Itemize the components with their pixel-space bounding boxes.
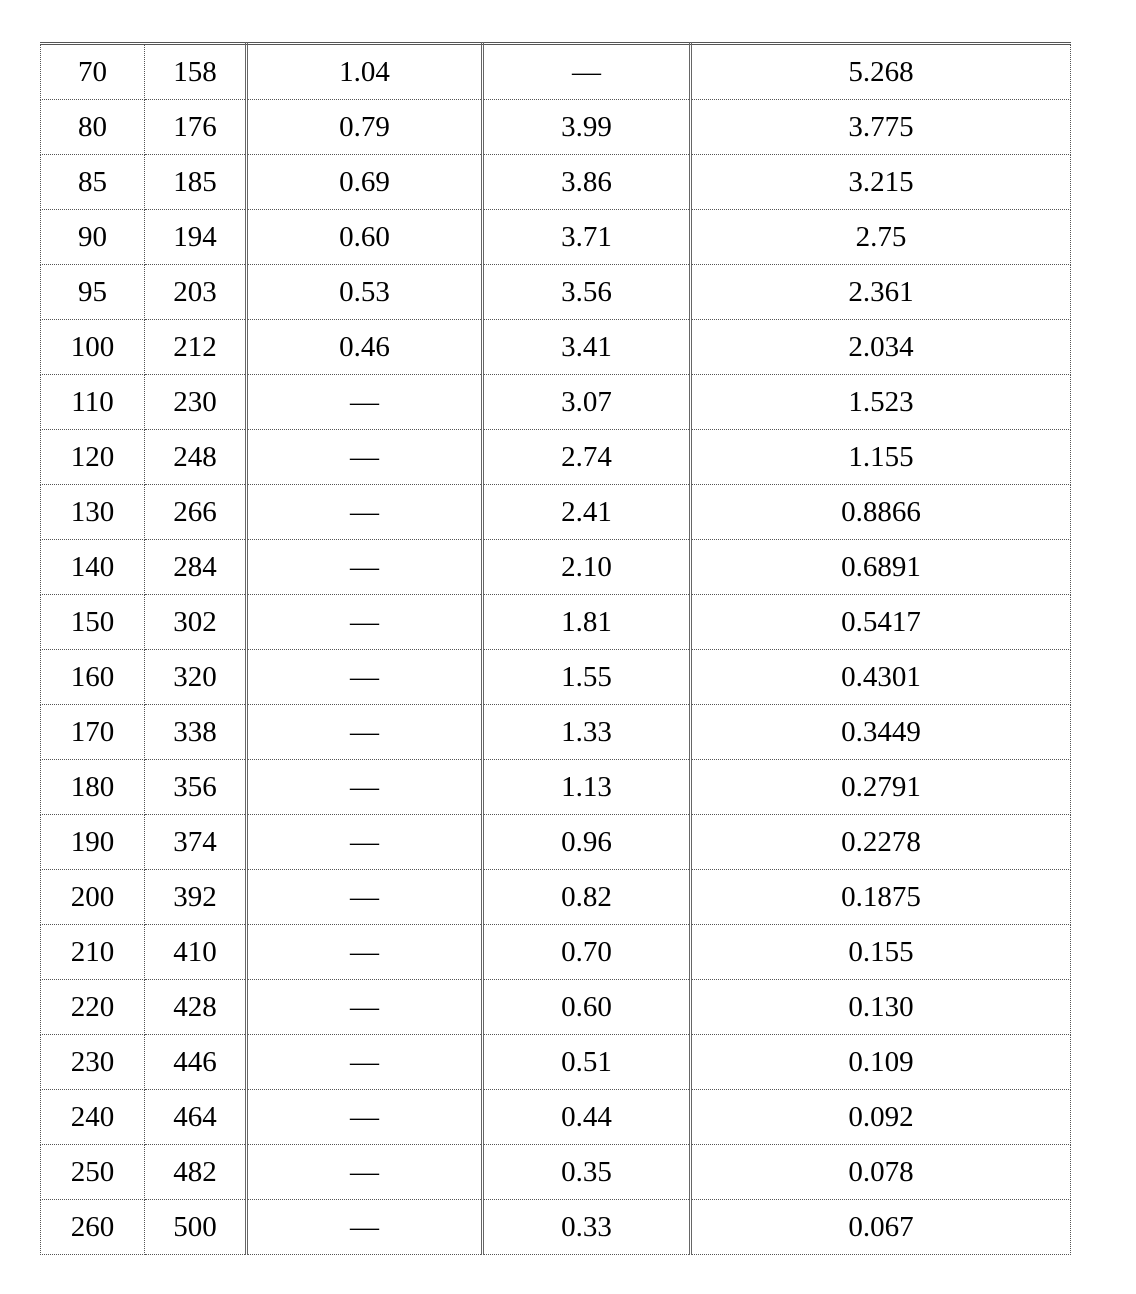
table-cell-col-1: 230 [41, 1035, 145, 1090]
table-row [41, 1090, 1071, 1145]
table-row [41, 980, 1071, 1035]
table-cell-col-2: 176 [145, 100, 247, 155]
table-cell-col-2: 410 [145, 925, 247, 980]
table-cell-col-1: 130 [41, 485, 145, 540]
table-cell-col-4: 0.33 [483, 1200, 691, 1255]
table-cell-col-5: 2.034 [691, 320, 1071, 375]
table-cell-col-2: 338 [145, 705, 247, 760]
table-cell-col-3: — [247, 595, 483, 650]
table-row [41, 1035, 1071, 1090]
table-cell-col-3: — [247, 1145, 483, 1200]
table-row [41, 650, 1071, 705]
table-cell-col-1: 110 [41, 375, 145, 430]
table-row [41, 44, 1071, 100]
table-cell-col-4: 3.99 [483, 100, 691, 155]
table-cell-col-5: 3.775 [691, 100, 1071, 155]
table-cell-col-5: 0.1875 [691, 870, 1071, 925]
table-cell-col-2: 392 [145, 870, 247, 925]
table-cell-col-3: 0.53 [247, 265, 483, 320]
table-cell-col-2: 284 [145, 540, 247, 595]
table-cell-col-1: 260 [41, 1200, 145, 1255]
table-row [41, 100, 1071, 155]
table-cell-col-5: 2.75 [691, 210, 1071, 265]
table-cell-col-5: 0.2791 [691, 760, 1071, 815]
table-cell-col-5: 1.523 [691, 375, 1071, 430]
table-cell-col-5: 0.078 [691, 1145, 1071, 1200]
table-cell-col-4: 1.33 [483, 705, 691, 760]
table-cell-col-1: 70 [41, 44, 145, 100]
table-cell-col-1: 80 [41, 100, 145, 155]
table-cell-col-5: 0.3449 [691, 705, 1071, 760]
table-row [41, 320, 1071, 375]
table-cell-col-3: — [247, 980, 483, 1035]
table-cell-col-4: 1.13 [483, 760, 691, 815]
table-cell-col-2: 158 [145, 44, 247, 100]
table-row [41, 815, 1071, 870]
table-cell-col-1: 220 [41, 980, 145, 1035]
table-cell-col-5: 0.067 [691, 1200, 1071, 1255]
table-cell-col-1: 250 [41, 1145, 145, 1200]
table-cell-col-5: 0.8866 [691, 485, 1071, 540]
table-row [41, 760, 1071, 815]
table-cell-col-1: 160 [41, 650, 145, 705]
table-cell-col-3: — [247, 925, 483, 980]
table-cell-col-4: 0.96 [483, 815, 691, 870]
table-cell-col-4: 3.86 [483, 155, 691, 210]
table-cell-col-2: 248 [145, 430, 247, 485]
table-row [41, 265, 1071, 320]
table-cell-col-3: — [247, 870, 483, 925]
table-cell-col-4: — [483, 44, 691, 100]
table-cell-col-4: 3.71 [483, 210, 691, 265]
table-cell-col-1: 150 [41, 595, 145, 650]
table-row [41, 430, 1071, 485]
table-cell-col-1: 180 [41, 760, 145, 815]
data-table-container [40, 42, 1070, 1255]
table-cell-col-3: 1.04 [247, 44, 483, 100]
table-cell-col-4: 1.81 [483, 595, 691, 650]
table-cell-col-4: 2.41 [483, 485, 691, 540]
table-cell-col-3: — [247, 375, 483, 430]
table-cell-col-4: 3.41 [483, 320, 691, 375]
table-cell-col-4: 0.44 [483, 1090, 691, 1145]
table-cell-col-1: 95 [41, 265, 145, 320]
table-cell-col-3: — [247, 815, 483, 870]
table-cell-col-2: 212 [145, 320, 247, 375]
table-row [41, 540, 1071, 595]
table-cell-col-3: — [247, 485, 483, 540]
table-row [41, 870, 1071, 925]
table-cell-col-1: 140 [41, 540, 145, 595]
table-cell-col-3: — [247, 1090, 483, 1145]
table-row [41, 705, 1071, 760]
table-cell-col-3: — [247, 705, 483, 760]
table-body [41, 44, 1071, 1255]
table-cell-col-5: 5.268 [691, 44, 1071, 100]
table-cell-col-5: 0.4301 [691, 650, 1071, 705]
table-cell-col-2: 230 [145, 375, 247, 430]
table-cell-col-5: 0.2278 [691, 815, 1071, 870]
table-row [41, 1145, 1071, 1200]
table-cell-col-5: 1.155 [691, 430, 1071, 485]
table-cell-col-1: 90 [41, 210, 145, 265]
table-cell-col-4: 2.10 [483, 540, 691, 595]
table-cell-col-5: 2.361 [691, 265, 1071, 320]
table-cell-col-2: 464 [145, 1090, 247, 1145]
table-cell-col-2: 446 [145, 1035, 247, 1090]
table-cell-col-5: 3.215 [691, 155, 1071, 210]
table-cell-col-3: — [247, 650, 483, 705]
table-row [41, 1200, 1071, 1255]
table-row [41, 925, 1071, 980]
table-cell-col-2: 374 [145, 815, 247, 870]
table-cell-col-5: 0.5417 [691, 595, 1071, 650]
table-cell-col-1: 240 [41, 1090, 145, 1145]
table-cell-col-3: 0.46 [247, 320, 483, 375]
table-cell-col-3: — [247, 430, 483, 485]
table-cell-col-4: 0.51 [483, 1035, 691, 1090]
table-cell-col-3: — [247, 1035, 483, 1090]
table-cell-col-4: 0.82 [483, 870, 691, 925]
table-row [41, 210, 1071, 265]
table-cell-col-5: 0.155 [691, 925, 1071, 980]
table-cell-col-2: 185 [145, 155, 247, 210]
table-cell-col-1: 190 [41, 815, 145, 870]
table-cell-col-3: 0.60 [247, 210, 483, 265]
table-cell-col-2: 356 [145, 760, 247, 815]
table-cell-col-2: 194 [145, 210, 247, 265]
table-cell-col-1: 100 [41, 320, 145, 375]
table-cell-col-4: 1.55 [483, 650, 691, 705]
table-row [41, 155, 1071, 210]
table-cell-col-3: 0.79 [247, 100, 483, 155]
table-cell-col-3: — [247, 1200, 483, 1255]
table-cell-col-4: 2.74 [483, 430, 691, 485]
table-cell-col-2: 302 [145, 595, 247, 650]
table-cell-col-5: 0.092 [691, 1090, 1071, 1145]
table-cell-col-1: 85 [41, 155, 145, 210]
table-cell-col-5: 0.109 [691, 1035, 1071, 1090]
table-cell-col-2: 266 [145, 485, 247, 540]
table-row [41, 485, 1071, 540]
table-cell-col-3: 0.69 [247, 155, 483, 210]
table-cell-col-2: 320 [145, 650, 247, 705]
table-row [41, 595, 1071, 650]
table-cell-col-2: 500 [145, 1200, 247, 1255]
table-cell-col-2: 428 [145, 980, 247, 1035]
table-cell-col-4: 0.70 [483, 925, 691, 980]
table-cell-col-5: 0.130 [691, 980, 1071, 1035]
table-cell-col-4: 3.56 [483, 265, 691, 320]
table-cell-col-4: 0.60 [483, 980, 691, 1035]
table-cell-col-5: 0.6891 [691, 540, 1071, 595]
table-cell-col-1: 210 [41, 925, 145, 980]
table-cell-col-2: 203 [145, 265, 247, 320]
table-cell-col-3: — [247, 760, 483, 815]
data-table [40, 42, 1071, 1255]
table-cell-col-2: 482 [145, 1145, 247, 1200]
table-cell-col-4: 0.35 [483, 1145, 691, 1200]
table-cell-col-3: — [247, 540, 483, 595]
table-row [41, 375, 1071, 430]
table-cell-col-1: 200 [41, 870, 145, 925]
table-cell-col-1: 120 [41, 430, 145, 485]
table-cell-col-4: 3.07 [483, 375, 691, 430]
table-cell-col-1: 170 [41, 705, 145, 760]
